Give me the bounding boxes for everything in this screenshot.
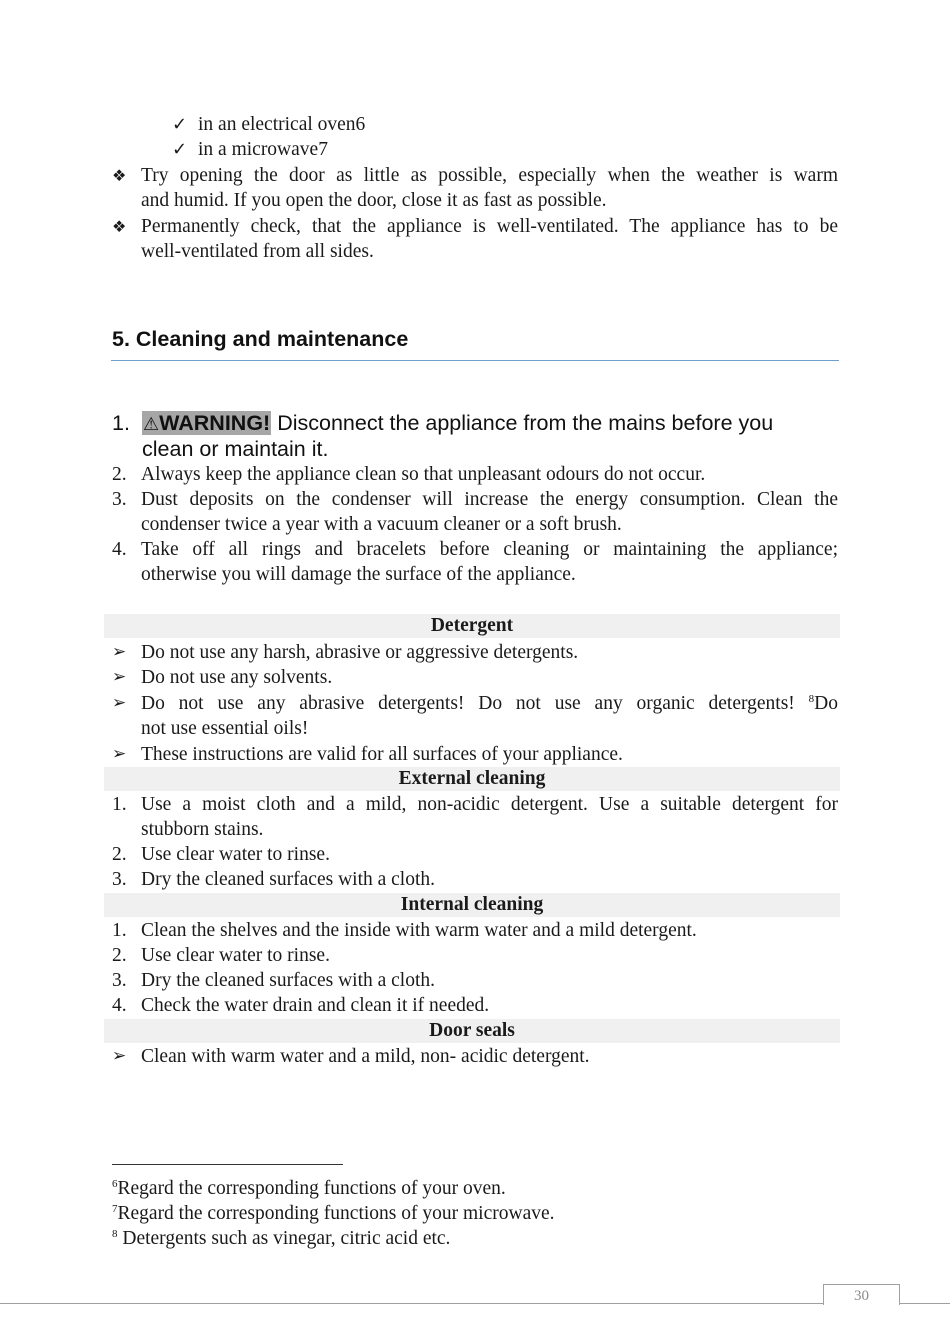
footnote-text: Detergents such as vinegar, citric acid etc.: [117, 1228, 451, 1249]
external-item: Use clear water to rinse.: [141, 844, 330, 865]
detergent-item: Do not use any harsh, abrasive or aggressive detergents.: [141, 642, 579, 663]
internal-item: Dry the cleaned surfaces with a cloth.: [141, 970, 436, 991]
internal-item: Use clear water to rinse.: [141, 945, 330, 966]
internal-item: Check the water drain and clean it if needed.: [141, 995, 490, 1016]
warning-label: WARNING!: [159, 411, 271, 435]
detergent-item-text: Do: [814, 693, 838, 714]
step-number: 3.: [112, 869, 127, 890]
step-number: 3.: [112, 489, 127, 510]
footnote: [112, 1226, 450, 1251]
step-line: Take off all rings and bracelets before cleaning or maintaining the appliance;: [141, 539, 838, 560]
external-cleaning-heading: External cleaning: [104, 767, 840, 791]
tip-line: and humid. If you open the door, close it as fast as possible.: [141, 190, 607, 211]
arrow-bullet-icon: ➢: [112, 1046, 127, 1066]
external-item: stubborn stains.: [141, 819, 264, 840]
footnote-mark: 6: [112, 1178, 118, 1190]
tip-line: Permanently check, that the appliance is well-ventilated. The appliance has to be: [141, 216, 838, 237]
internal-item: Clean the shelves and the inside with warm water and a mild detergent.: [141, 920, 697, 941]
step-number: 1.: [112, 920, 127, 941]
check-item: in an electrical oven6: [198, 114, 366, 135]
warning-triangle-icon: ⚠: [143, 414, 160, 435]
section-heading: 5. Cleaning and maintenance: [112, 327, 409, 351]
detergent-heading: Detergent: [104, 614, 840, 638]
footnote-text: Regard the corresponding functions of your oven.: [117, 1178, 506, 1199]
footnote-mark: 8: [112, 1228, 118, 1240]
diamond-bullet-icon: ❖: [112, 217, 127, 236]
page-number: 30: [823, 1284, 900, 1305]
footnote-ref: 8: [808, 693, 815, 705]
step-number: 4.: [112, 539, 127, 560]
door-seals-item: Clean with warm water and a mild, non- acidic detergent.: [141, 1046, 590, 1067]
arrow-bullet-icon: ➢: [112, 667, 127, 687]
external-item: Use a moist cloth and a mild, non-acidic detergent. Use a suitable detergent for: [141, 794, 838, 815]
step-number: 2.: [112, 945, 127, 966]
footnote-mark: 7: [112, 1203, 118, 1215]
internal-cleaning-heading: Internal cleaning: [104, 893, 840, 917]
step-number: 4.: [112, 995, 127, 1016]
warning-text: Disconnect the appliance from the mains before you: [271, 411, 774, 435]
warning-line: [142, 410, 842, 438]
door-seals-heading: Door seals: [104, 1019, 840, 1043]
step-line: condenser twice a year with a vacuum cleaner or a soft brush.: [141, 514, 622, 535]
detergent-item: These instructions are valid for all surfaces of your appliance.: [141, 744, 623, 765]
arrow-bullet-icon: ➢: [112, 642, 127, 662]
check-icon: ✓: [172, 114, 188, 135]
detergent-item: not use essential oils!: [141, 718, 309, 739]
detergent-item-text: Do not use any abrasive detergents! Do not use any organic detergents!: [141, 693, 809, 714]
detergent-item: Do not use any solvents.: [141, 667, 333, 688]
footnote: [112, 1176, 506, 1201]
footer-rule: [0, 1303, 950, 1304]
step-line: otherwise you will damage the surface of the appliance.: [141, 564, 576, 585]
diamond-bullet-icon: ❖: [112, 166, 127, 185]
detergent-item: [141, 691, 838, 716]
step-number: 2.: [112, 844, 127, 865]
check-item: in a microwave7: [198, 139, 328, 160]
footnote-text: Regard the corresponding functions of your microwave.: [117, 1203, 555, 1224]
step-number: 3.: [112, 970, 127, 991]
step-line: Always keep the appliance clean so that unpleasant odours do not occur.: [141, 464, 706, 485]
step-number: 2.: [112, 464, 127, 485]
external-item: Dry the cleaned surfaces with a cloth.: [141, 869, 436, 890]
arrow-bullet-icon: ➢: [112, 744, 127, 764]
heading-underline: [111, 360, 839, 361]
footnote-separator: [112, 1164, 343, 1165]
tip-line: Try opening the door as little as possible, especially when the weather is warm: [141, 165, 838, 186]
warning-text-cont: clean or maintain it.: [142, 437, 329, 461]
footnote: [112, 1201, 555, 1226]
warning-badge: [142, 411, 271, 435]
arrow-bullet-icon: ➢: [112, 693, 127, 713]
step-line: Dust deposits on the condenser will increase the energy consumption. Clean the: [141, 489, 838, 510]
tip-line: well-ventilated from all sides.: [141, 241, 374, 262]
step-number: 1.: [112, 794, 127, 815]
check-icon: ✓: [172, 139, 188, 160]
step-number: 1.: [112, 411, 130, 435]
